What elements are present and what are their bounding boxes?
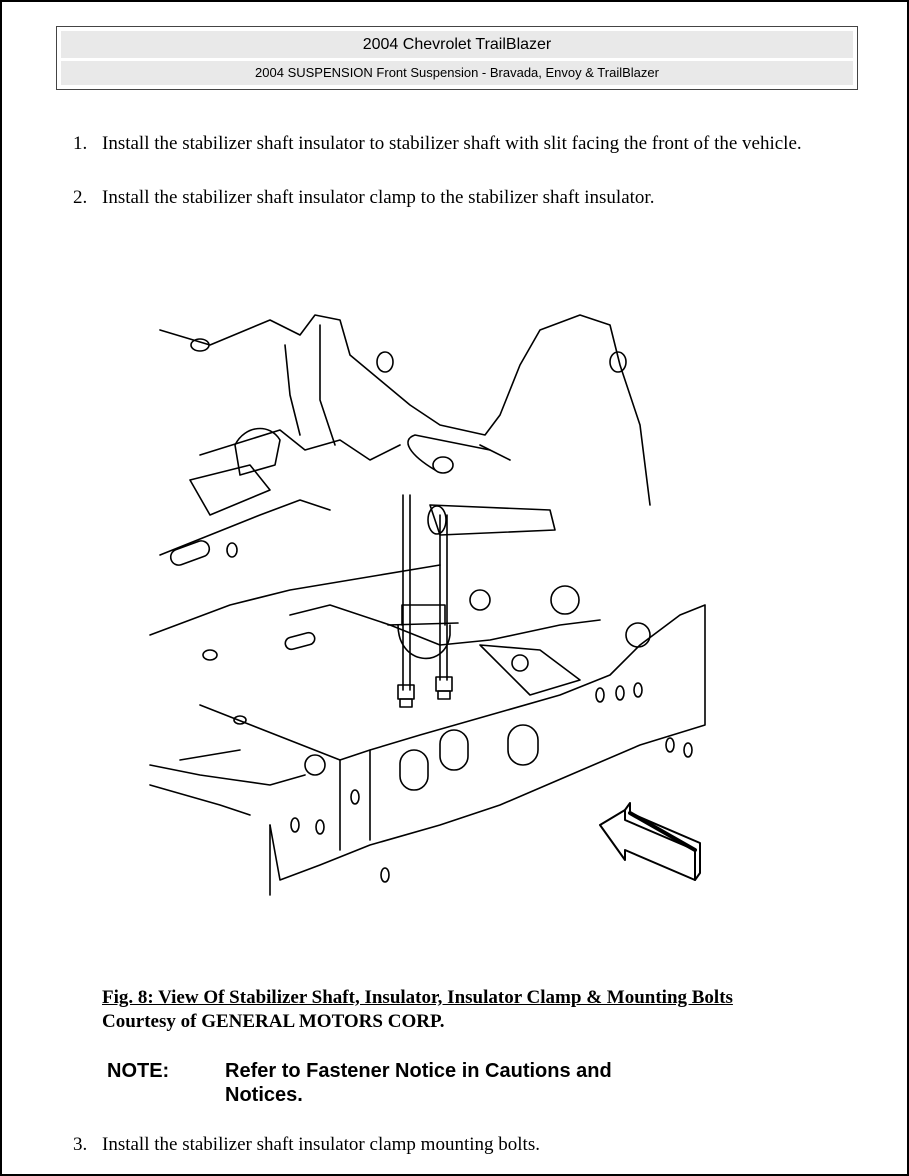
figure-illustration <box>140 305 720 905</box>
document-header <box>56 26 858 90</box>
step-text: Install the stabilizer shaft insulator to stabilizer shaft with slit facing the front of the vehicle. <box>102 133 802 154</box>
figure-credit: Courtesy of GENERAL MOTORS CORP. <box>102 1011 445 1032</box>
header-subtitle: 2004 SUSPENSION Front Suspension - Bravada, Envoy & TrailBlazer <box>61 61 853 85</box>
step-text: Install the stabilizer shaft insulator clamp to the stabilizer shaft insulator. <box>102 187 655 208</box>
note-text: Refer to Fastener Notice in Cautions and Notices. <box>225 1060 612 1106</box>
note-label: NOTE: <box>107 1060 170 1082</box>
step-number: 1. <box>73 133 88 154</box>
figure-caption-title: Fig. 8: View Of Stabilizer Shaft, Insulator, Insulator Clamp & Mounting Bolts <box>102 987 733 1008</box>
suspension-line-drawing <box>140 305 720 905</box>
header-title: 2004 Chevrolet TrailBlazer <box>61 31 853 58</box>
step-text: Install the stabilizer shaft insulator clamp mounting bolts. <box>102 1134 540 1155</box>
figure-caption <box>102 986 733 1034</box>
step-number: 2. <box>73 187 88 208</box>
step-number: 3. <box>73 1134 88 1155</box>
